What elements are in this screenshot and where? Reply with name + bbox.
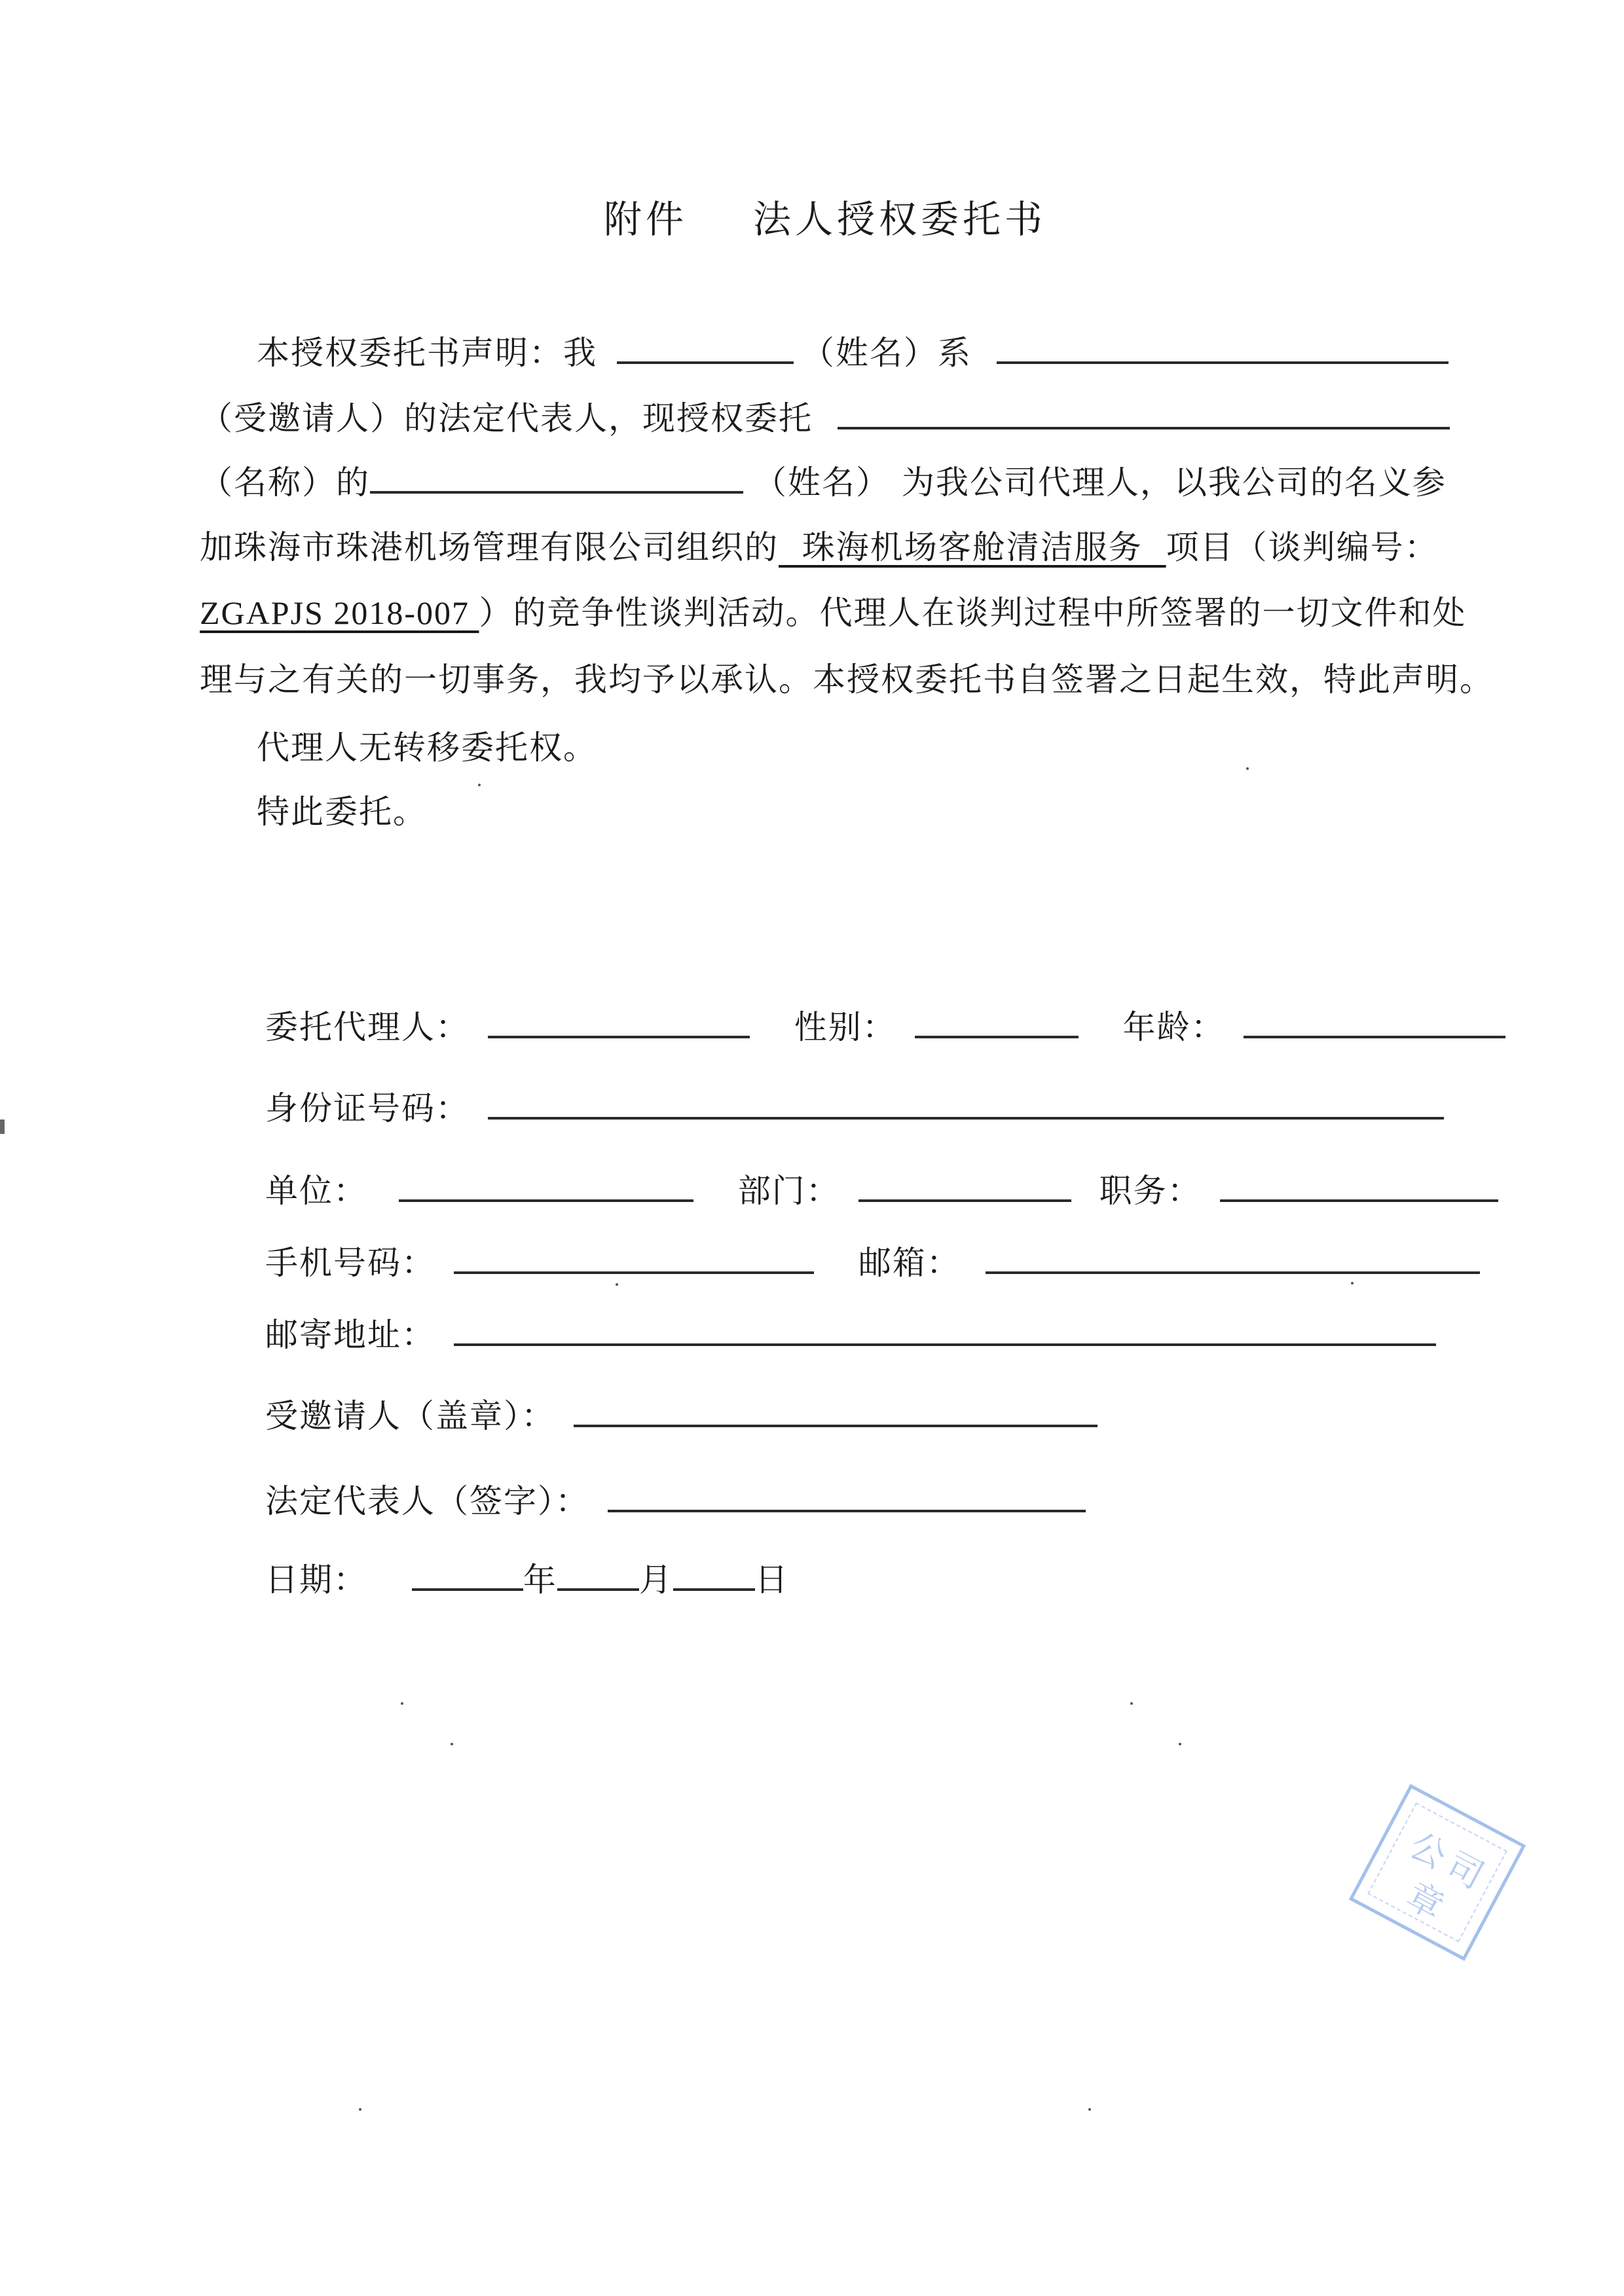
scan-speck: [1130, 1702, 1133, 1705]
address-row: [265, 1315, 1436, 1355]
organizer-text: 加珠海市珠港机场管理有限公司组织的: [200, 528, 779, 566]
id-number-field[interactable]: [488, 1088, 1444, 1120]
declaration-text: 本授权委托书声明：我: [257, 334, 597, 372]
id-label: 身份证号码：: [265, 1089, 470, 1127]
scan-edge-mark: [0, 1120, 5, 1134]
legal-rep-label: 法定代表人（签字）：: [265, 1482, 589, 1520]
dept-label: 部门：: [737, 1172, 840, 1210]
position-label: 职务：: [1099, 1172, 1202, 1210]
scan-speck: [451, 1743, 453, 1745]
agent-text: （姓名） 为我公司代理人，以我公司的名义参: [754, 464, 1447, 501]
agent-row: [265, 1007, 1505, 1047]
invitee-rep-text: （受邀请人）的法定代表人，现授权委托: [200, 399, 813, 437]
agent-field[interactable]: [488, 1007, 750, 1038]
dept-field[interactable]: [858, 1171, 1071, 1202]
month-label: 月: [638, 1561, 673, 1599]
body-line-6: 理与之有关的一切事务，我均予以承认。本授权委托书自签署之日起生效，特此声明。: [200, 661, 1494, 699]
scan-speck: [1088, 2108, 1091, 2111]
scan-speck: [359, 2108, 361, 2111]
invitee-name-field[interactable]: [997, 333, 1449, 364]
legal-rep-signature-field[interactable]: [608, 1481, 1086, 1512]
agent-name-field[interactable]: [370, 462, 743, 494]
company-seal-stamp: [1349, 1784, 1526, 1961]
gender-label: 性别：: [794, 1008, 896, 1046]
year-field[interactable]: [412, 1559, 523, 1591]
unit-field[interactable]: [399, 1171, 693, 1202]
seal-glyph: 章: [1399, 1874, 1450, 1928]
org-name-note: （名称）的: [200, 464, 370, 501]
unit-label: 单位：: [265, 1172, 367, 1210]
title-prefix: 附件: [604, 197, 688, 242]
body-line-7: 代理人无转移委托权。: [257, 729, 597, 767]
month-field[interactable]: [557, 1559, 639, 1591]
date-row: [265, 1559, 789, 1599]
scan-speck: [401, 1702, 403, 1705]
invitee-seal-label: 受邀请人（盖章）：: [265, 1397, 555, 1435]
age-field[interactable]: [1244, 1007, 1505, 1038]
negotiation-code: ZGAPJS 2018-007: [200, 594, 479, 631]
scan-speck: [1246, 767, 1249, 770]
mobile-field[interactable]: [454, 1243, 814, 1274]
year-label: 年: [523, 1561, 557, 1599]
scan-speck: [478, 784, 481, 786]
age-label: 年龄：: [1122, 1008, 1225, 1046]
authorized-org-field[interactable]: [838, 398, 1450, 429]
seal-glyph: 司: [1439, 1844, 1490, 1897]
mobile-label: 手机号码：: [265, 1244, 435, 1282]
agent-label: 委托代理人：: [265, 1008, 470, 1046]
scan-speck: [1351, 1282, 1354, 1285]
position-field[interactable]: [1220, 1171, 1498, 1202]
invitee-row: [265, 1396, 1098, 1436]
name-note: （姓名）系: [801, 334, 972, 372]
email-label: 邮箱：: [858, 1244, 961, 1282]
body-line-5: [200, 593, 1466, 632]
document-title: 法人授权委托书: [753, 197, 1047, 242]
id-row: [265, 1088, 1444, 1128]
project-suffix: 项目（谈判编号：: [1166, 528, 1439, 566]
gender-field[interactable]: [915, 1007, 1079, 1038]
scan-speck: [616, 1283, 618, 1286]
negotiation-text: ）的竞争性谈判活动。代理人在谈判过程中所签署的一切文件和处: [479, 594, 1467, 632]
day-label: 日: [754, 1561, 789, 1599]
invitee-seal-field[interactable]: [574, 1396, 1098, 1427]
address-field[interactable]: [454, 1315, 1436, 1346]
seal-inner-border: [1367, 1802, 1507, 1942]
seal-glyph: 公: [1403, 1824, 1454, 1878]
day-field[interactable]: [673, 1559, 755, 1591]
body-line-2: [200, 398, 1450, 438]
body-line-4: [200, 528, 1439, 567]
body-line-3: [200, 462, 1447, 502]
unit-row: [265, 1171, 1498, 1211]
date-label: 日期：: [265, 1561, 367, 1599]
legal-rep-row: [265, 1481, 1086, 1521]
project-name: 珠海机场客舱清洁服务: [779, 528, 1166, 566]
body-line-8: 特此委托。: [257, 793, 427, 831]
contact-row: [265, 1243, 1480, 1283]
body-line-1: [257, 333, 1449, 373]
declarant-name-field[interactable]: [617, 333, 794, 364]
email-field[interactable]: [986, 1243, 1480, 1274]
address-label: 邮寄地址：: [265, 1316, 435, 1354]
scan-speck: [1179, 1743, 1181, 1745]
